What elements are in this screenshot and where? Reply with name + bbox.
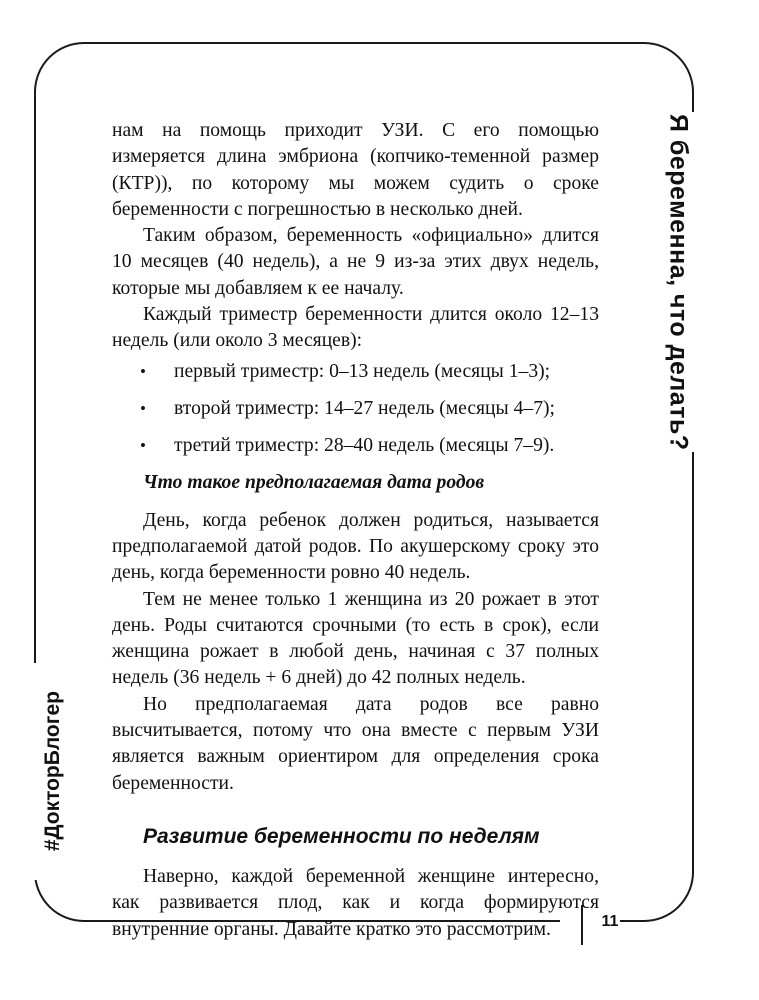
section-heading: Развитие беременности по неделям xyxy=(143,824,540,848)
list-item: • первый триместр: 0–13 недель (месяцы 1–3); xyxy=(112,359,599,385)
paragraph: Наверно, каждой беременной женщине интересно, как развивается плод, как и когда формируются внутренние органы. Давайте кратко это рассмотрим. xyxy=(112,865,599,940)
chapter-title-vertical xyxy=(657,114,699,451)
paragraph: День, когда ребенок должен родиться, называется предполагаемой датой родов. По акушерскому сроку это день, когда беременности ровно 40 недель. xyxy=(112,509,599,584)
paragraph: Тем не менее только 1 женщина из 20 рожает в этот день. Роды считаются срочными (то есть в срок), если женщина рожает в любой день, начиная с 37 полных недель (36 недель + 6 дней) до 42 полных недель. xyxy=(112,588,599,689)
list-item: • третий триместр: 28–40 недель (месяцы 7–9). xyxy=(112,433,599,459)
trimester-list xyxy=(112,359,599,459)
paragraph: Таким образом, беременность «официально» длится 10 месяцев (40 недель), а не 9 из-за этих двух недель, которые мы добавляем к ее началу. xyxy=(112,225,599,299)
section-heading: Что такое предполагаемая дата родов xyxy=(143,471,485,493)
paragraph: нам на помощь приходит УЗИ. С его помощью измеряется длина эмбриона (копчико-теменной размер (КТР)), по которому мы можем судить о сроке беременности с погрешностью в несколько дней. xyxy=(112,120,599,220)
hashtag-text: #ДокторБлогер xyxy=(41,690,64,852)
chapter-title-text: Я беременна, что делать? xyxy=(664,114,693,451)
page-body xyxy=(112,118,599,943)
paragraph: Но предполагаемая дата родов все равно высчитывается, потому что она вместе с первым УЗИ является важным ориентиром для определения срока беременности. xyxy=(112,693,599,794)
paragraph: Каждый триместр беременности длится около 12–13 недель (или около 3 месяцев): xyxy=(112,304,599,352)
list-item: • второй триместр: 14–27 недель (месяцы 4–7); xyxy=(112,396,599,422)
hashtag-vertical xyxy=(33,666,73,876)
page-number: 11 xyxy=(601,913,619,930)
